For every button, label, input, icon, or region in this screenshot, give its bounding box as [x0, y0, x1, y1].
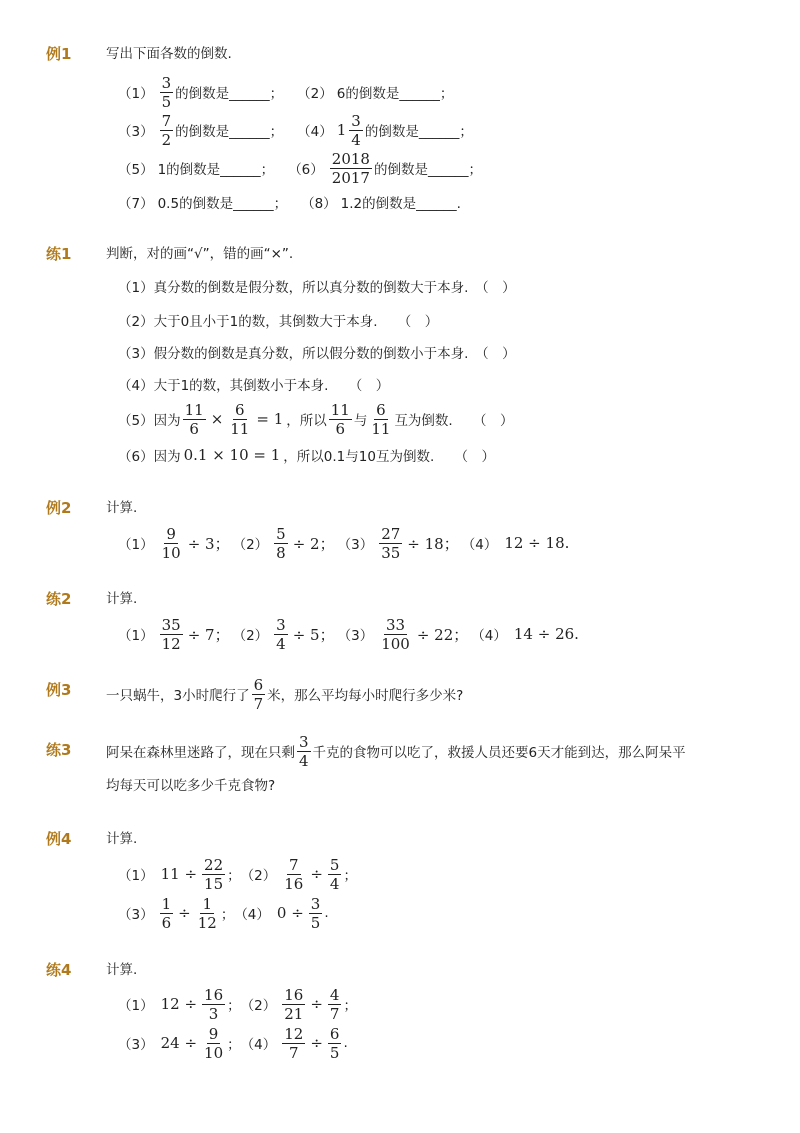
fraction — [369, 402, 392, 437]
numerator: 5 — [329, 855, 340, 874]
numerator: 6 — [253, 675, 264, 694]
problem-label: （1） — [118, 628, 154, 644]
fraction — [379, 617, 412, 652]
operator: ÷ 5； — [292, 625, 335, 644]
operator: ÷ — [178, 904, 191, 922]
practice-4-instruction: 计算. — [106, 962, 138, 978]
example-2-row — [118, 525, 572, 561]
separator: ； — [227, 1037, 241, 1053]
equation: 12 ÷ 18. — [504, 534, 570, 552]
denominator: 16 — [284, 874, 304, 893]
denominator: 4 — [329, 874, 340, 893]
problem-label: （3） — [337, 628, 374, 644]
denominator: 3 — [208, 1004, 219, 1023]
practice-1-item-4 — [118, 366, 389, 402]
fraction — [202, 1026, 225, 1061]
word-problem-text: 一只蜗牛，3小时爬行了 — [106, 688, 250, 704]
practice-1-item-3 — [118, 334, 516, 370]
fraction — [183, 402, 206, 437]
fraction — [160, 896, 174, 931]
numerator: 3 — [161, 73, 172, 92]
problem-label: （1） — [118, 998, 154, 1014]
judgment-text: ，所以0.1与10互为倒数. （ ） — [283, 449, 495, 465]
numerator: 7 — [161, 111, 172, 130]
numerator: 33 — [385, 615, 406, 634]
practice-4-row-2 — [118, 1025, 348, 1061]
problem-label: （3） — [337, 537, 374, 553]
practice-2-tag: 练2 — [46, 590, 72, 608]
fraction — [160, 75, 174, 110]
operator: × — [210, 410, 224, 428]
problem-4 — [297, 113, 473, 148]
denominator: 12 — [161, 634, 181, 653]
judgment-text: 互为倒数. （ ） — [394, 413, 514, 429]
example-3-tag: 例3 — [46, 681, 72, 699]
judgment-text: 与 — [353, 413, 368, 429]
denominator: 5 — [161, 92, 172, 111]
fraction — [196, 896, 219, 931]
example-2-tag: 例2 — [46, 499, 72, 517]
problem-label: （1） — [118, 537, 154, 553]
problem-label: （4） — [461, 537, 498, 553]
problem-text: 6的倒数是______； — [336, 86, 454, 102]
problem-label: （4） — [240, 1037, 277, 1053]
problem-7 — [118, 192, 287, 212]
judgment-text: （3）假分数的倒数是真分数，所以假分数的倒数小于本身. （ ） — [118, 346, 516, 362]
problem-1 — [118, 75, 283, 110]
numerator: 4 — [329, 985, 340, 1004]
operator: ÷ — [310, 995, 323, 1013]
problem-label: （8） — [301, 196, 337, 212]
denominator: 4 — [276, 634, 286, 653]
operator: ÷ 22； — [416, 625, 469, 644]
judgment-text: ，所以 — [286, 413, 327, 429]
denominator: 10 — [161, 543, 181, 562]
problem-3 — [118, 113, 283, 148]
fraction — [328, 987, 342, 1022]
denominator: 15 — [204, 874, 224, 893]
judgment-text: （2）大于0且小于1的数，其倒数大于本身. （ ） — [118, 314, 439, 330]
problem-label: （3） — [118, 907, 154, 923]
separator: ； — [343, 998, 357, 1014]
fraction — [228, 402, 251, 437]
problem-2 — [297, 82, 453, 102]
numerator: 5 — [276, 524, 286, 543]
numerator: 16 — [284, 985, 304, 1004]
practice-1-item-6 — [118, 437, 495, 473]
fraction — [349, 113, 363, 148]
problem-label: （1） — [118, 868, 154, 884]
numerator: 7 — [288, 855, 299, 874]
problem-label: （7） — [118, 196, 154, 212]
fraction — [282, 987, 305, 1022]
denominator: 7 — [253, 694, 264, 713]
equation: = 1 — [256, 410, 284, 428]
numerator: 3 — [351, 111, 361, 130]
numerator: 9 — [166, 524, 176, 543]
denominator: 4 — [351, 130, 361, 149]
example-3-problem — [106, 676, 463, 712]
numerator: 9 — [208, 1024, 219, 1043]
operator: ÷ — [310, 1034, 323, 1052]
problem-label: （2） — [232, 537, 269, 553]
numerator: 11 — [184, 400, 204, 419]
operator: 24 ÷ — [160, 1034, 198, 1052]
practice-1-item-1 — [118, 268, 516, 304]
operator: ÷ 18； — [407, 534, 459, 553]
numerator: 35 — [161, 615, 181, 634]
practice-1-item-2 — [118, 302, 438, 338]
problem-label: （1） — [118, 86, 154, 102]
denominator: 10 — [204, 1043, 224, 1062]
example-4-row-2 — [118, 895, 329, 931]
numerator: 11 — [330, 400, 350, 419]
problem-text: 的倒数是______； — [373, 162, 482, 178]
operator: ÷ — [310, 865, 323, 883]
fraction — [330, 151, 372, 186]
separator: ； — [220, 907, 235, 923]
fraction — [329, 402, 352, 437]
problem-label: （6） — [288, 162, 324, 178]
problem-5 — [118, 158, 274, 178]
practice-3-tag: 练3 — [46, 741, 72, 759]
denominator: 2017 — [331, 168, 370, 187]
denominator: 35 — [381, 543, 401, 562]
denominator: 21 — [284, 1004, 304, 1023]
denominator: 100 — [381, 634, 410, 653]
fraction — [379, 526, 402, 561]
problem-label: （4） — [471, 628, 507, 644]
practice-3-problem — [106, 733, 686, 769]
denominator: 11 — [230, 419, 250, 438]
numerator: 6 — [329, 1024, 340, 1043]
denominator: 11 — [371, 419, 391, 438]
separator: ； — [227, 998, 241, 1014]
problem-6 — [288, 151, 482, 186]
practice-3-problem-line-2: 均每天可以吃多少千克食物? — [106, 778, 276, 794]
separator: ； — [227, 868, 241, 884]
denominator: 5 — [310, 913, 321, 932]
denominator: 7 — [288, 1043, 299, 1062]
problem-label: （2） — [240, 868, 277, 884]
operator: 11 ÷ — [160, 865, 198, 883]
numerator: 6 — [376, 400, 386, 419]
numerator: 16 — [204, 985, 224, 1004]
example-1-row-4 — [118, 184, 461, 220]
problem-label: （3） — [118, 1037, 154, 1053]
problem-label: （5） — [118, 162, 154, 178]
problem-label: （2） — [240, 998, 277, 1014]
practice-1-instruction: 判断，对的画“√”，错的画“×”. — [106, 246, 294, 262]
numerator: 27 — [381, 524, 401, 543]
denominator: 5 — [329, 1043, 340, 1062]
numerator: 2018 — [331, 149, 370, 168]
example-1-instruction: 写出下面各数的倒数. — [106, 46, 232, 62]
operator: 0 ÷ — [276, 904, 304, 922]
practice-4-row-1 — [118, 986, 357, 1022]
numerator: 6 — [235, 400, 245, 419]
fraction — [282, 857, 305, 892]
numerator: 22 — [204, 855, 224, 874]
fraction — [328, 1026, 342, 1061]
word-problem-text: 阿呆在森林里迷路了，现在只剩 — [106, 745, 295, 761]
example-1-row-1 — [118, 74, 453, 110]
denominator: 4 — [299, 751, 309, 770]
problem-8 — [301, 192, 461, 212]
fraction — [160, 113, 174, 148]
mixed-whole: 1 — [336, 121, 347, 139]
problem-label: （4） — [234, 907, 270, 923]
fraction — [202, 857, 225, 892]
operator: ÷ 2； — [292, 534, 335, 553]
denominator: 8 — [276, 543, 286, 562]
fraction — [160, 526, 183, 561]
fraction — [297, 734, 311, 769]
judgment-text: （6）因为 — [118, 449, 181, 465]
practice-4-tag: 练4 — [46, 961, 72, 979]
example-2-instruction: 计算. — [106, 500, 138, 516]
denominator: 2 — [161, 130, 172, 149]
example-4-row-1 — [118, 856, 357, 892]
problem-text: 的倒数是______； — [175, 124, 284, 140]
problem-text: 的倒数是______； — [364, 124, 473, 140]
fraction — [282, 1026, 305, 1061]
fraction — [274, 617, 288, 652]
example-1-tag: 例1 — [46, 45, 72, 63]
problem-label: （3） — [118, 124, 154, 140]
denominator: 7 — [329, 1004, 340, 1023]
numerator: 1 — [202, 894, 213, 913]
practice-1-item-5 — [118, 401, 513, 437]
fraction — [309, 896, 323, 931]
fraction — [160, 617, 183, 652]
separator: . — [324, 905, 329, 921]
separator: ； — [343, 868, 357, 884]
problem-label: （4） — [297, 124, 333, 140]
judgment-text: （5）因为 — [118, 413, 181, 429]
example-1-row-3 — [118, 150, 482, 186]
operator: ÷ 3； — [187, 534, 230, 553]
operator: ÷ 7； — [187, 625, 230, 644]
denominator: 6 — [161, 913, 172, 932]
equation: 0.1 × 10 = 1 — [183, 446, 281, 464]
numerator: 3 — [276, 615, 286, 634]
practice-2-instruction: 计算. — [106, 591, 138, 607]
judgment-text: （4）大于1的数，其倒数小于本身. （ ） — [118, 378, 390, 394]
practice-2-row — [118, 616, 582, 652]
equation: 14 ÷ 26. — [513, 625, 579, 643]
problem-text: 的倒数是______； — [175, 86, 284, 102]
word-problem-text: 千克的食物可以吃了，救援人员还要6天才能到达，那么阿呆平 — [312, 745, 686, 761]
numerator: 1 — [161, 894, 172, 913]
fraction — [274, 526, 288, 561]
denominator: 12 — [197, 913, 217, 932]
problem-label: （2） — [232, 628, 269, 644]
fraction — [328, 857, 342, 892]
denominator: 6 — [335, 419, 346, 438]
denominator: 6 — [189, 419, 199, 438]
word-problem-text: 米，那么平均每小时爬行多少米? — [267, 688, 464, 704]
problem-text: 1.2的倒数是______. — [340, 196, 461, 212]
fraction — [202, 987, 225, 1022]
example-4-tag: 例4 — [46, 830, 72, 848]
numerator: 3 — [310, 894, 321, 913]
judgment-text: （1）真分数的倒数是假分数，所以真分数的倒数大于本身. （ ） — [118, 280, 516, 296]
example-1-row-2 — [118, 112, 473, 148]
numerator: 3 — [299, 732, 309, 751]
practice-1-tag: 练1 — [46, 245, 72, 263]
numerator: 12 — [284, 1024, 304, 1043]
operator: 12 ÷ — [160, 995, 198, 1013]
problem-label: （2） — [297, 86, 333, 102]
problem-text: 0.5的倒数是______； — [157, 196, 288, 212]
separator: . — [343, 1035, 348, 1051]
example-4-instruction: 计算. — [106, 831, 138, 847]
problem-text: 1的倒数是______； — [157, 162, 275, 178]
fraction — [252, 677, 266, 712]
